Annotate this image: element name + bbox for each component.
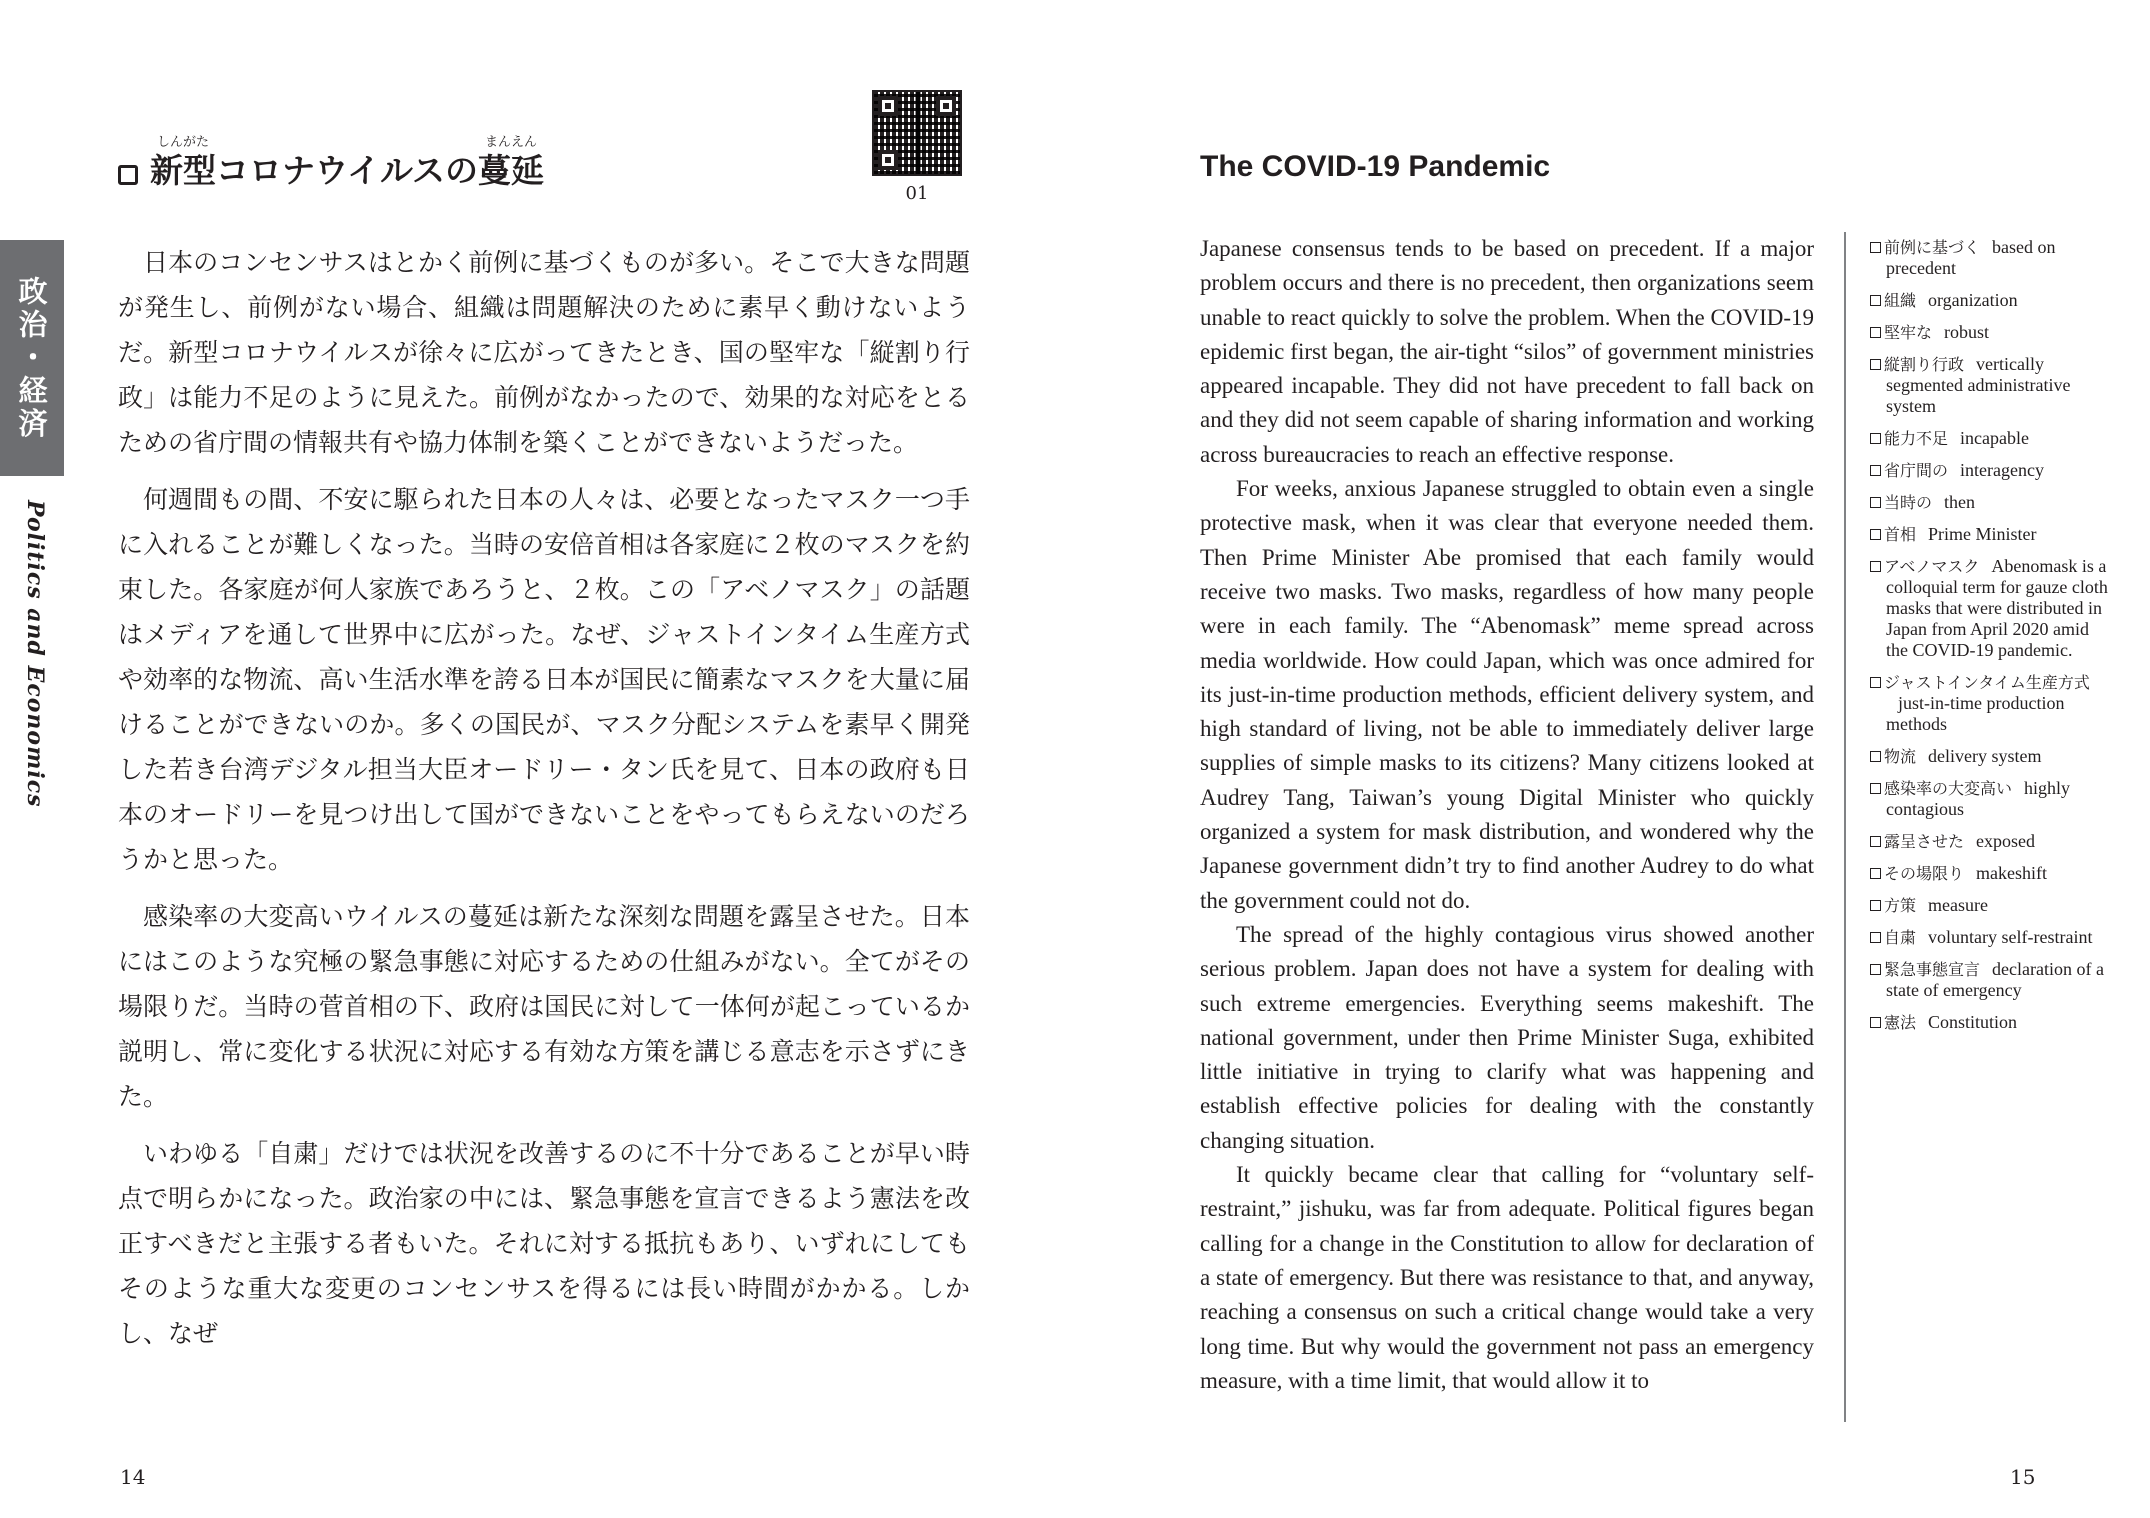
jp-paragraph: いわゆる「自粛」だけでは状況を改善するのに不十分であることが早い時点で明らかになった。政治家の中には、緊急事態を宣言できるよう憲法を改正すべきだと主張する者もいた。それに対する抵抗もあり、いずれにしてもそのような重大な変更のコンセンサスを得るには長い時間がかかる。しかし、なぜ [118, 1139, 970, 1348]
checkbox-icon[interactable] [1870, 433, 1881, 444]
vocab-item: 首相 Prime Minister [1870, 524, 2110, 545]
en-paragraph: The spread of the highly contagious virus showed another serious problem. Japan does not have a system for dealing with such extreme emergencies. Everything seems makeshift. The national government, under then Prime Minister Suga, exhibited little initiative in trying to clarify what was happening and establish effective policies for dealing with the constantly changing situation. [1200, 921, 1814, 1153]
vocab-item: 省庁間の interagency [1870, 460, 2110, 481]
audio-track-number: 01 [905, 183, 929, 204]
title-ruby-suffix [478, 135, 544, 191]
en-paragraph: For weeks, anxious Japanese struggled to obtain even a single protective mask, when it was clear that everyone needed them. Then Prime Minister Abe promised that each family would receive two masks. Two masks, regardless of how many people were in each family. The “Abenomask” meme spread across media worldwide. How could Japan, which was once admired for its just-in-time production methods, efficient delivery system, and high standard of living, not be able to immediately deliver large supplies of simple masks to its citizens? Many citizens looked at Audrey Tang, Taiwan’s young Digital Minister who quickly organized a system for mask distribution, and wondered why the Japanese government didn’t try to find another Audrey to do what the government could not do. [1200, 476, 1814, 913]
english-title: The COVID-19 Pandemic [1200, 150, 1551, 183]
vocab-item: 堅牢な robust [1870, 322, 2110, 343]
page-number-left: 14 [120, 1465, 146, 1489]
qr-finder-icon [936, 96, 956, 116]
category-tab [0, 240, 64, 476]
checkbox-icon[interactable] [1870, 295, 1881, 306]
title-suffix-reading: まんえん [485, 135, 538, 150]
category-jp: 政治・経済 [14, 275, 49, 441]
vocab-divider [1844, 232, 1846, 1422]
checkbox-icon[interactable] [1870, 561, 1881, 572]
category-en: Politics and Economics [22, 500, 48, 808]
qr-finder-icon [878, 96, 898, 116]
vocab-item: 物流 delivery system [1870, 746, 2110, 767]
checkbox-icon[interactable] [1870, 677, 1881, 688]
title-suffix: 蔓延 [478, 151, 545, 190]
qr-finder-icon [878, 150, 898, 170]
vocab-item: 能力不足 incapable [1870, 428, 2110, 449]
vocab-item: アベノマスク Abenomask is a colloquial term for gauze cloth masks that were distributed in Japan from April 2020 amid the COVID-19 pandemic. [1870, 556, 2110, 661]
page-number-right: 15 [2010, 1465, 2036, 1489]
checkbox-icon[interactable] [1870, 783, 1881, 794]
checkbox-icon[interactable] [1870, 327, 1881, 338]
checkbox-icon[interactable] [1870, 242, 1881, 253]
checkbox-icon[interactable] [1870, 465, 1881, 476]
en-paragraph: Japanese consensus tends to be based on precedent. If a major problem occurs and there is no precedent, then organizations seem unable to react quickly to solve the problem. When the COVID-19 epidemic first began, the air-tight “silos” of government ministries appeared incapable. They did not have precedent to fall back on and they did not seem capable of sharing information and working across bureaucracies to reach an effective response. [1200, 236, 1814, 467]
checkbox-icon[interactable] [1870, 529, 1881, 540]
title-middle: コロナウイルスの [216, 151, 479, 190]
vocab-item: 前例に基づく based on precedent [1870, 237, 2110, 279]
japanese-title [118, 135, 544, 191]
vocab-item: その場限り makeshift [1870, 863, 2110, 884]
vocab-item: 露呈させた exposed [1870, 831, 2110, 852]
jp-paragraph: 感染率の大変高いウイルスの蔓延は新たな深刻な問題を露呈させた。日本にはこのような究極の緊急事態に対応するための仕組みがない。全てがその場限りだ。当時の菅首相の下、政府は国民に対して一体何が起こっているか説明し、常に変化する状況に対応する有効な方策を講じる意志を示さずにきた。 [118, 902, 970, 1111]
qr-code-icon[interactable] [872, 90, 962, 176]
title-ruby-prefix [150, 135, 216, 191]
checkbox-icon[interactable] [1870, 900, 1881, 911]
vocab-item: 縦割り行政 vertically segmented administrative system [1870, 354, 2110, 417]
checkbox-icon[interactable] [1870, 836, 1881, 847]
checkbox-icon[interactable] [1870, 868, 1881, 879]
checkbox-icon[interactable] [1870, 932, 1881, 943]
vocabulary-list [1870, 237, 2110, 1044]
checkbox-icon[interactable] [1870, 751, 1881, 762]
vocab-item: 感染率の大変高い highly contagious [1870, 778, 2110, 820]
vocab-item: 自粛 voluntary self-restraint [1870, 927, 2110, 948]
vocab-item: 当時の then [1870, 492, 2110, 513]
jp-paragraph: 日本のコンセンサスはとかく前例に基づくものが多い。そこで大きな問題が発生し、前例がない場合、組織は問題解決のために素早く動けないようだ。新型コロナウイルスが徐々に広がってきたとき、国の堅牢な「縦割り行政」は能力不足のように見えた。前例がなかったので、効果的な対応をとるための省庁間の情報共有や協力体制を築くことができないようだった。 [118, 248, 970, 457]
checkbox-icon[interactable] [1870, 964, 1881, 975]
checkbox-icon [118, 165, 138, 185]
vocab-item: 緊急事態宣言 declaration of a state of emergency [1870, 959, 2110, 1001]
jp-paragraph: 何週間もの間、不安に駆られた日本の人々は、必要となったマスク一つ手に入れることが難しくなった。当時の安倍首相は各家庭に２枚のマスクを約束した。各家庭が何人家族であろうと、２枚。この「アベノマスク」の話題はメディアを通して世界中に広がった。なぜ、ジャストインタイム生産方式や効率的な物流、高い生活水準を誇る日本が国民に簡素なマスクを大量に届けることができないのか。多くの国民が、マスク分配システムを素早く開発した若き台湾デジタル担当大臣オードリー・タン氏を見て、日本の政府も日本のオードリーを見つけ出して国ができないことをやってもらえないのだろうかと思った。 [118, 485, 970, 874]
en-paragraph: It quickly became clear that calling for “voluntary self-restraint,” jishuku, was far from adequate. Political figures began calling for a change in the Constitution to allow for declaration of a state of emergency. But there was resistance to that, and anyway, reaching a consensus on such a critical change would take a very long time. But why would the government not pass an emergency measure, with a time limit, that would allow it to [1200, 1162, 1814, 1393]
title-prefix: 新型 [150, 151, 216, 190]
title-prefix-reading: しんがた [156, 135, 209, 150]
checkbox-icon[interactable] [1870, 1017, 1881, 1028]
vocab-item: 組織 organization [1870, 290, 2110, 311]
vocab-item: 憲法 Constitution [1870, 1012, 2110, 1033]
vocab-item: 方策 measure [1870, 895, 2110, 916]
checkbox-icon[interactable] [1870, 497, 1881, 508]
english-body [1200, 232, 1814, 1398]
vocab-item: ジャストインタイム生産方式just-in-time production methods [1870, 672, 2110, 735]
japanese-body [118, 240, 970, 1356]
checkbox-icon[interactable] [1870, 359, 1881, 370]
